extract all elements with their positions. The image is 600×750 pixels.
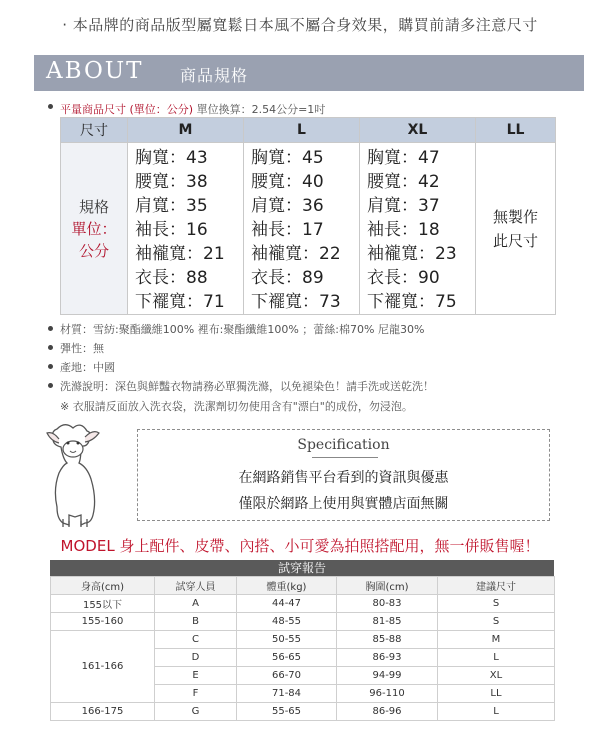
- size-cell: L: [438, 649, 555, 667]
- size-chart-header-row: [61, 118, 556, 143]
- table-row: [51, 595, 555, 613]
- size-cell: XL: [438, 667, 555, 685]
- weight-cell: 66-70: [237, 667, 337, 685]
- measurement: 胸寬：47: [367, 148, 440, 168]
- about-title-en: ABOUT: [46, 58, 144, 84]
- measurement: 衣長：89: [251, 268, 324, 288]
- size-row-label: [61, 143, 128, 315]
- tester-cell: F: [155, 685, 237, 703]
- size-header-xl: XL: [360, 118, 476, 143]
- measurement: 袖襱寬：21: [135, 244, 225, 264]
- measurement: 腰寬：42: [367, 172, 440, 192]
- size-ll-unavailable: [476, 143, 556, 315]
- unit-label-1: 單位：: [71, 219, 117, 238]
- size-header-l: L: [244, 118, 360, 143]
- ll-note-line2: 此尺寸: [492, 231, 538, 250]
- specification-line-1: 在網路銷售平台看到的資訊與優惠: [238, 470, 449, 486]
- measurement: 下襬寬：75: [367, 292, 457, 312]
- measurement: 袖長：16: [135, 220, 208, 240]
- measurement: 下襬寬：73: [251, 292, 341, 312]
- height-cell: 161-166: [51, 631, 155, 703]
- size-header-ll: LL: [476, 118, 556, 143]
- about-title-zh: 商品規格: [180, 66, 249, 85]
- unit-label-2: 公分: [78, 241, 109, 260]
- chest-cell: 81-85: [337, 613, 438, 631]
- chest-cell: 94-99: [337, 667, 438, 685]
- chest-cell: 85-88: [337, 631, 438, 649]
- measurement: 肩寬：36: [251, 196, 324, 216]
- size-cell: LL: [438, 685, 555, 703]
- measurement: 肩寬：37: [367, 196, 440, 216]
- tester-cell: D: [155, 649, 237, 667]
- specification-line-2: 僅限於網路上使用與實體店面無關: [238, 496, 449, 512]
- report-header-chest: 胸圍(cm): [337, 577, 438, 595]
- measurement: 袖長：17: [251, 220, 324, 240]
- about-header-bar: [34, 55, 584, 91]
- size-l-measurements: [244, 143, 360, 315]
- measurement: 胸寬：45: [251, 148, 324, 168]
- measurement: 袖襱寬：23: [367, 244, 457, 264]
- size-cell: M: [438, 631, 555, 649]
- height-cell: 166-175: [51, 703, 155, 721]
- size-xl-measurements: [360, 143, 476, 315]
- tester-cell: C: [155, 631, 237, 649]
- specification-box: [137, 429, 550, 521]
- weight-cell: 56-65: [237, 649, 337, 667]
- measurement: 衣長：90: [367, 268, 440, 288]
- table-row: [51, 613, 555, 631]
- weight-cell: 71-84: [237, 685, 337, 703]
- height-cell: 155以下: [51, 595, 155, 613]
- specification-title: Specification: [297, 437, 390, 453]
- bullet-icon: [48, 345, 53, 350]
- tester-cell: A: [155, 595, 237, 613]
- report-header-tester: 試穿人員: [155, 577, 237, 595]
- report-header-row: [51, 577, 555, 595]
- size-chart-unit-conversion: 單位換算：2.54公分=1吋: [196, 103, 326, 116]
- report-header-size: 建議尺寸: [438, 577, 555, 595]
- weight-cell: 55-65: [237, 703, 337, 721]
- fitting-report-title: 試穿報告: [50, 560, 554, 576]
- specification-underline: [312, 457, 378, 458]
- chest-cell: 86-93: [337, 649, 438, 667]
- chest-cell: 96-110: [337, 685, 438, 703]
- chest-cell: 86-96: [337, 703, 438, 721]
- measurement: 肩寬：35: [135, 196, 208, 216]
- model-accessories-note: MODEL 身上配件、皮帶、內搭、小可愛為拍照搭配用，無一併販售喔！: [60, 537, 540, 555]
- size-chart-table: [60, 117, 556, 315]
- table-row: [51, 631, 555, 649]
- size-chart-title-main: 平量商品尺寸 (單位：公分): [60, 103, 194, 116]
- size-m-measurements: [128, 143, 244, 315]
- ll-note-line1: 無製作: [492, 207, 538, 226]
- size-chart-body-row: [61, 143, 556, 315]
- weight-cell: 44-47: [237, 595, 337, 613]
- washing-info: 洗滌說明：深色與鮮豔衣物請務必單獨洗滌，以免褪染色！請手洗或送乾洗！: [60, 380, 434, 393]
- measurement: 袖襱寬：22: [251, 244, 341, 264]
- tester-cell: B: [155, 613, 237, 631]
- washing-note: ※ 衣服請反面放入洗衣袋，洗潔劑切勿使用含有"漂白"的成份，勿浸泡。: [60, 400, 413, 413]
- size-header-m: M: [128, 118, 244, 143]
- report-header-weight: 體重(kg): [237, 577, 337, 595]
- size-cell: S: [438, 595, 555, 613]
- material-info: 材質：雪紡:聚酯纖維100% 裡布:聚酯纖維100% ；蕾絲:棉70% 尼龍30%: [60, 323, 425, 336]
- bullet-icon: [48, 104, 53, 109]
- measurement: 袖長：18: [367, 220, 440, 240]
- size-chart-title: [60, 101, 325, 117]
- chest-cell: 80-83: [337, 595, 438, 613]
- report-header-height: 身高(cm): [51, 577, 155, 595]
- table-row: [51, 703, 555, 721]
- bullet-icon: [48, 383, 53, 388]
- tester-cell: G: [155, 703, 237, 721]
- weight-cell: 50-55: [237, 631, 337, 649]
- measurement: 腰寬：38: [135, 172, 208, 192]
- height-cell: 155-160: [51, 613, 155, 631]
- origin-info: 產地：中國: [60, 361, 115, 374]
- size-cell: S: [438, 613, 555, 631]
- bullet-icon: [48, 364, 53, 369]
- bullet-icon: [48, 326, 53, 331]
- size-cell: L: [438, 703, 555, 721]
- elasticity-info: 彈性：無: [60, 342, 104, 355]
- tester-cell: E: [155, 667, 237, 685]
- measurement: 衣長：88: [135, 268, 208, 288]
- size-notice: · 本品牌的商品版型屬寬鬆日本風不屬合身效果，購買前請多注意尺寸: [62, 16, 538, 34]
- spec-label: 規格: [78, 197, 109, 216]
- fitting-report-table: [50, 576, 555, 721]
- measurement: 下襬寬：71: [135, 292, 225, 312]
- measurement: 胸寬：43: [135, 148, 208, 168]
- alpaca-mascot-icon: [35, 419, 115, 531]
- size-header-label: 尺寸: [61, 118, 128, 143]
- measurement: 腰寬：40: [251, 172, 324, 192]
- weight-cell: 48-55: [237, 613, 337, 631]
